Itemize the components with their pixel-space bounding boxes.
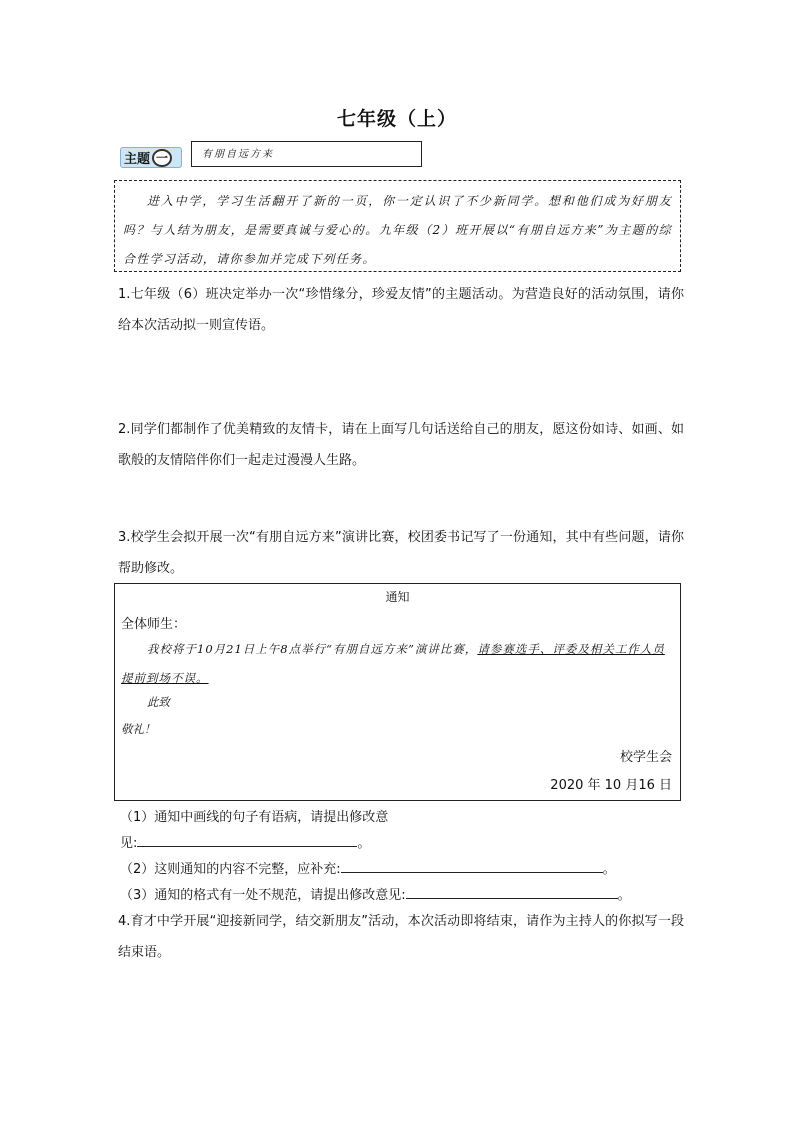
sub-question-1-end: 。 — [357, 836, 371, 851]
sub-question-2-text: （2）这则通知的内容不完整，应补充: — [120, 862, 341, 877]
theme-label: 主题 — [124, 152, 151, 167]
sub-question-3 — [120, 884, 631, 903]
question-3: 3.校学生会拟开展一次“有朋自远方来”演讲比赛，校团委书记写了一份通知，其中有些问题，请你帮助修改。 — [118, 530, 684, 576]
notice-body-plain: 我校将于10月21日上午8点举行“有朋自远方来”演讲比赛， — [147, 642, 478, 656]
notice-date: 2020 年 10 月16 日 — [550, 778, 672, 793]
question-1: 1.七年级（6）班决定举办一次“珍惜缘分，珍爱友情”的主题活动。为营造良好的活动氛围，请你给本次活动拟一则宣传语。 — [118, 287, 684, 333]
page-title: 七年级（上） — [336, 108, 457, 130]
notice-cizhi: 此致 — [147, 695, 170, 709]
theme-title: 有朋自远方来 — [191, 141, 422, 167]
sub-question-1-line2 — [120, 832, 370, 851]
sub-question-2 — [120, 858, 616, 877]
sub-question-1-prefix: 见: — [120, 836, 138, 851]
answer-blank-1[interactable] — [137, 833, 357, 847]
sub-question-2-end: 。 — [602, 862, 616, 877]
notice-title: 通知 — [385, 590, 410, 604]
answer-blank-3[interactable] — [406, 885, 618, 899]
notice-jingli: 敬礼！ — [121, 722, 156, 736]
notice-box — [114, 583, 681, 801]
sub-question-3-end: 。 — [617, 888, 631, 903]
question-2: 2.同学们都制作了优美精致的友情卡，请在上面写几句话送给自己的朋友，愿这份如诗、如画、如歌般的友情陪伴你们一起走过漫漫人生路。 — [118, 422, 684, 468]
answer-blank-2[interactable] — [341, 859, 603, 873]
notice-greeting: 全体师生： — [121, 617, 187, 632]
notice-body — [121, 635, 675, 693]
notice-signature: 校学生会 — [619, 750, 672, 765]
sub-question-1-line1: （1）通知中画线的句子有语病，请提出修改意 — [120, 810, 389, 825]
notice-body-underlined: 请参赛选手、评委及相关工作人员提前到场不误。 — [121, 642, 665, 685]
intro-box: 进入中学，学习生活翻开了新的一页，你一定认识了不少新同学。想和他们成为好朋友吗？与人结为朋友，是需要真诚与爱心的。九年级（2）班开展以“有朋自远方来”为主题的综合性学习活动，请你参加并完成下列任务。 — [114, 180, 681, 272]
question-4: 4.育才中学开展“迎接新同学，结交新朋友”活动，本次活动即将结束，请作为主持人的你拟写一段结束语。 — [118, 914, 684, 960]
theme-badge — [120, 147, 182, 168]
theme-number: 一 — [152, 149, 172, 167]
sub-question-3-text: （3）通知的格式有一处不规范，请提出修改意见: — [120, 888, 406, 903]
